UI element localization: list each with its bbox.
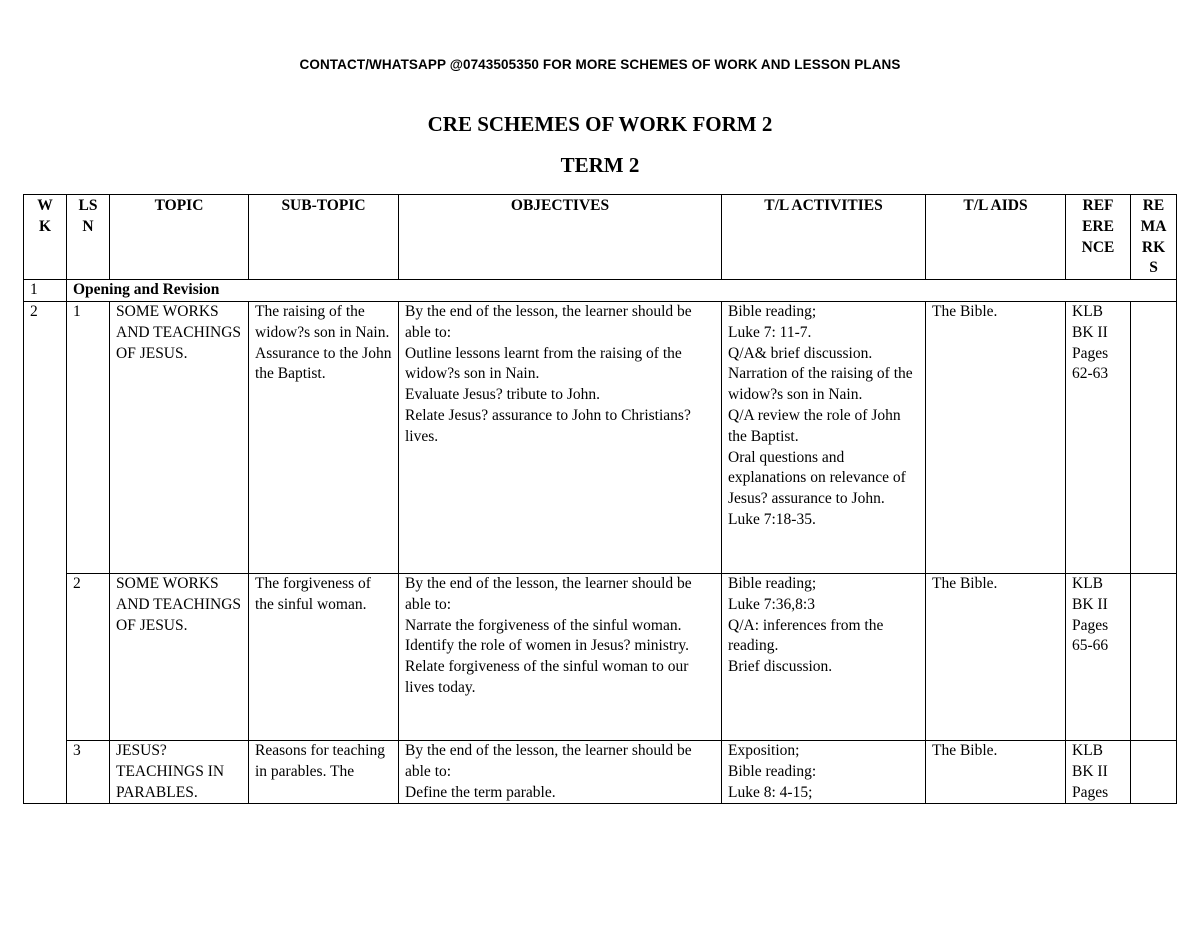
activity-line: Bible reading; — [728, 574, 817, 592]
activity-line: Bible reading; — [728, 302, 817, 320]
objectives-cell — [399, 301, 722, 573]
reference-line: KLB — [1072, 741, 1103, 759]
remarks-cell — [1131, 740, 1177, 803]
activity-line: Oral questions and explanations on relevance of Jesus? assurance to John. — [728, 448, 906, 508]
activity-line: Q/A: inferences from the reading. — [728, 616, 884, 655]
reference-line: KLB — [1072, 574, 1103, 592]
remarks-cell — [1131, 573, 1177, 740]
aids-cell: The Bible. — [926, 301, 1066, 573]
header-topic: TOPIC — [110, 195, 249, 280]
reference-cell — [1066, 301, 1131, 573]
lesson-cell: 3 — [67, 740, 110, 803]
reference-line: BK II — [1072, 323, 1108, 341]
activity-line: Luke 7:36,8:3 — [728, 595, 815, 613]
activities-cell — [722, 740, 926, 803]
topic-cell: SOME WORKS AND TEACHINGS OF JESUS. — [110, 573, 249, 740]
reference-line: KLB — [1072, 302, 1103, 320]
activities-cell — [722, 573, 926, 740]
contact-banner: CONTACT/WHATSAPP @0743505350 FOR MORE SCHEMES OF WORK AND LESSON PLANS — [299, 57, 901, 72]
lesson-cell: 1 — [67, 301, 110, 573]
activity-line: Luke 7:18-35. — [728, 510, 816, 528]
objective-line: Define the term parable. — [405, 783, 556, 801]
header-wk: W K — [24, 195, 67, 280]
objective-line: Identify the role of women in Jesus? ministry. — [405, 637, 689, 655]
reference-line: BK II — [1072, 762, 1108, 780]
opening-week: 1 — [24, 280, 67, 302]
activity-line: Narration of the raising of the widow?s son in Nain. — [728, 365, 913, 404]
opening-text: Opening and Revision — [67, 280, 1177, 302]
reference-line: BK II — [1072, 595, 1108, 613]
week-cell: 2 — [24, 301, 67, 803]
objective-line: By the end of the lesson, the learner should be able to: — [405, 574, 692, 613]
header-reference: REF ERE NCE — [1066, 195, 1131, 280]
objective-line: By the end of the lesson, the learner should be able to: — [405, 741, 692, 780]
subtopic-line: The raising of the widow?s son in Nain. — [255, 302, 390, 341]
lesson-cell: 2 — [67, 573, 110, 740]
document-title: CRE SCHEMES OF WORK FORM 2 — [427, 112, 773, 136]
activity-line: Bible reading: — [728, 762, 817, 780]
header-remarks: RE MA RK S — [1131, 195, 1177, 280]
aids-cell: The Bible. — [926, 573, 1066, 740]
table-row — [24, 740, 1177, 803]
objective-line: Relate forgiveness of the sinful woman to our lives today. — [405, 658, 689, 696]
topic-cell: SOME WORKS AND TEACHINGS OF JESUS. — [110, 301, 249, 573]
subtopic-cell: The forgiveness of the sinful woman. — [249, 573, 399, 740]
table-header-row — [24, 195, 1177, 280]
activities-cell — [722, 301, 926, 573]
header-activities: T/L ACTIVITIES — [722, 195, 926, 280]
subtopic-cell — [249, 301, 399, 573]
term-title: TERM 2 — [560, 153, 640, 177]
subtopic-cell: Reasons for teaching in parables. The — [249, 740, 399, 803]
objective-line: Evaluate Jesus? tribute to John. — [405, 386, 600, 404]
objective-line: Outline lessons learnt from the raising of the widow?s son in Nain. — [405, 344, 682, 383]
activity-line: Q/A review the role of John the Baptist. — [728, 406, 901, 445]
header-aids: T/L AIDS — [926, 195, 1066, 280]
header-objectives: OBJECTIVES — [399, 195, 722, 280]
subtopic-line: Assurance to the John the Baptist. — [255, 344, 392, 383]
objective-line: Narrate the forgiveness of the sinful woman. — [405, 616, 682, 634]
activity-line: Brief discussion. — [728, 658, 833, 676]
activity-line: Luke 7: 11-7. — [728, 323, 812, 341]
activity-line: Q/A& brief discussion. — [728, 344, 873, 362]
table-row — [24, 301, 1177, 573]
header-subtopic: SUB-TOPIC — [249, 195, 399, 280]
aids-cell: The Bible. — [926, 740, 1066, 803]
topic-cell: JESUS? TEACHINGS IN PARABLES. — [110, 740, 249, 803]
objective-line: Relate Jesus? assurance to John to Christians? lives. — [405, 406, 691, 445]
reference-cell — [1066, 573, 1131, 740]
reference-line: 65-66 — [1072, 637, 1109, 655]
reference-line: Pages — [1072, 344, 1109, 362]
remarks-cell — [1131, 301, 1177, 573]
objectives-cell — [399, 573, 722, 740]
reference-line: 62-63 — [1072, 365, 1109, 383]
objective-line: By the end of the lesson, the learner should be able to: — [405, 302, 692, 341]
activity-line: Luke 8: 4-15; — [728, 783, 813, 801]
scheme-table — [23, 194, 1177, 804]
opening-row — [24, 280, 1177, 302]
reference-line: Pages — [1072, 616, 1109, 634]
activity-line: Exposition; — [728, 741, 800, 759]
objectives-cell — [399, 740, 722, 803]
table-row — [24, 573, 1177, 740]
reference-line: Pages — [1072, 783, 1109, 801]
header-lsn: LS N — [67, 195, 110, 280]
reference-cell — [1066, 740, 1131, 803]
